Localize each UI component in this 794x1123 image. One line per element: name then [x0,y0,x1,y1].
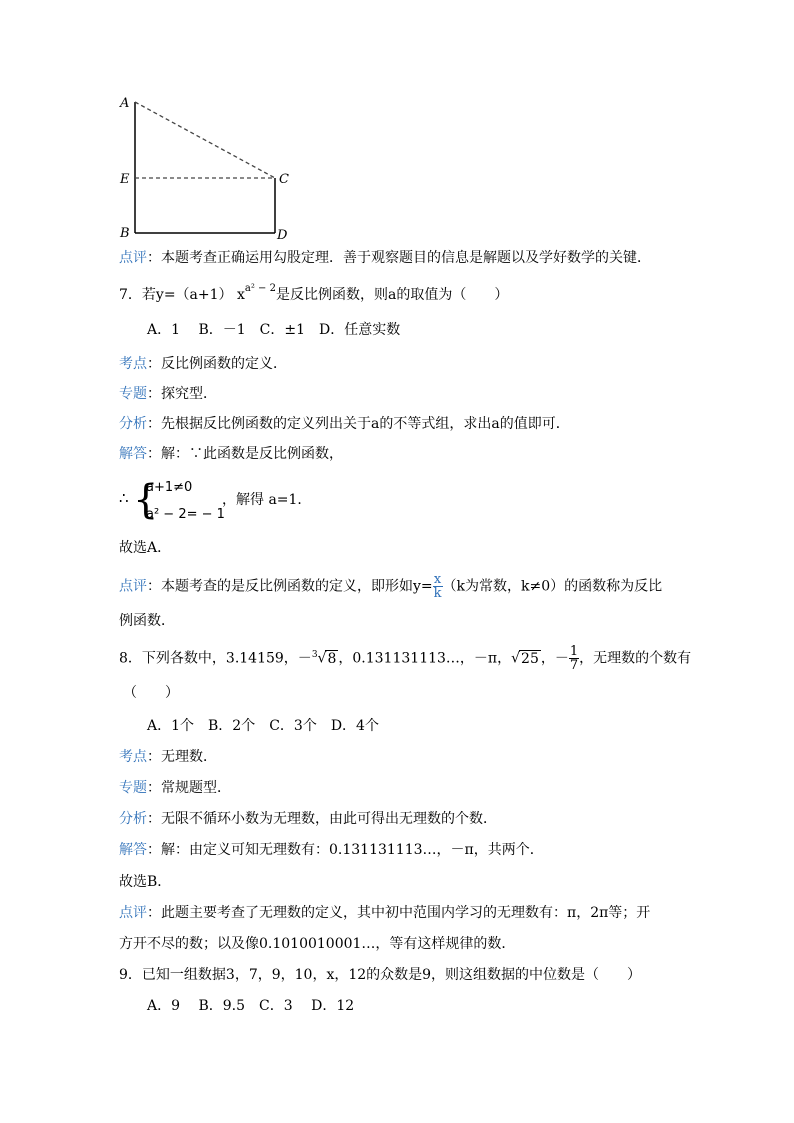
q8-point [119,747,217,767]
q7-stem-exponent: a² − 2 [244,283,276,294]
q8-stem-post: ，无理数的个数有 [579,650,692,667]
triangle-figure [112,92,302,246]
cbrt-body: 8 [327,650,337,667]
q7-comment [119,573,662,600]
q8-comment-text: ：此题主要考查了无理数的定义，其中初中范围内学习的无理数有：π，2π等；开 [147,905,651,921]
q8-options: A．1个 B．2个 C．3个 D．4个 [147,718,379,734]
q6-comment-text: ：本题考查正确运用勾股定理．善于观察题目的信息是解题以及学好数学的关键． [147,250,651,266]
q8-analysis [119,809,497,829]
q8-comment [119,903,650,923]
q8-stem-pre: 8．下列各数中，3.14159，－ [119,650,312,667]
label-answer: 解答 [119,842,147,858]
sqrt-body: 25 [521,650,539,667]
q7-point-text: ：反比例函数的定义． [147,356,287,372]
q8-analysis-text: ：无限不循环小数为无理数，由此可得出无理数的个数． [147,811,497,827]
label-d: D [277,228,288,242]
q7-stem-post: 是反比例函数，则a的取值为（ ） [275,287,509,303]
label-analysis: 分析 [119,811,147,827]
q8-comment-line2: 方开不尽的数；以及像0.1010010001…，等有这样规律的数． [119,936,516,952]
label-answer: 解答 [119,446,147,462]
label-a: A [120,96,130,111]
segment-ac [135,102,275,178]
q7-stem-pre: 7．若y=（a+1） x [119,287,245,303]
cbrt-index: 3 [311,649,318,660]
q8-topic [119,778,231,798]
q7-options: A．1 B．－1 C．±1 D．任意实数 [147,322,401,338]
q7-topic [119,384,217,404]
q8-stem-line2: （ ） [123,685,179,701]
q7-therefore: ∴ [119,489,129,507]
q7-comment-pre: ：本题考查的是反比例函数的定义，即形如y= [147,578,433,595]
q7-comment-post: （k为常数，k≠0）的函数称为反比 [442,578,663,595]
q8-stem-mid2: ，－ [540,650,569,667]
brace-icon: { [133,477,159,523]
q9-stem: 9．已知一组数据3，7，9，10，x，12的众数是9，则这组数据的中位数是（ ） [119,967,642,983]
q8-stem-mid: ，0.131131113…，－π， [338,650,512,667]
fraction-numerator: 1 [569,644,579,659]
q7-comment-fraction [433,573,443,600]
q7-analysis-text: ：先根据反比例函数的定义列出关于a的不等式组，求出a的值即可． [147,416,570,432]
q8-choice: 故选B． [119,874,172,890]
label-analysis: 分析 [119,416,147,432]
q9-options: A．9 B．9.5 C．3 D．12 [147,998,355,1014]
q7-answer-text: ：解：∵此函数是反比例函数， [147,446,343,462]
q8-point-text: ：无理数． [147,749,217,765]
q7-stem [119,285,508,307]
radical-icon: √ [511,650,521,667]
q8-fraction [569,645,579,672]
fraction-denominator: k [433,586,442,601]
q7-topic-text: ：探究型． [147,386,217,402]
q8-answer-text: ：解：由定义可知无理数有：0.131131113…，－π，共两个． [147,842,544,858]
radical-icon: √ [317,650,327,667]
label-c: C [279,172,289,187]
q7-analysis [119,414,570,434]
label-comment: 点评 [119,250,147,266]
q7-choice: 故选A． [119,540,172,556]
q8-topic-text: ：常规题型． [147,780,231,796]
label-topic: 专题 [119,780,147,796]
fraction-denominator: 7 [569,658,579,673]
q7-comment-line2: 例函数． [119,613,175,629]
label-b: B [120,226,130,241]
label-comment: 点评 [119,905,147,921]
figure-svg [112,92,302,242]
label-topic: 专题 [119,386,147,402]
label-point: 考点 [119,749,147,765]
fraction-numerator: x [433,572,442,587]
q7-sys-result: ，解得 a=1． [222,492,312,508]
q7-sys-line2: a² − 2= − 1 [146,507,225,522]
label-e: E [120,172,130,187]
label-point: 考点 [119,356,147,372]
q8-stem [119,645,691,674]
q7-answer [119,444,343,464]
label-comment: 点评 [119,578,147,595]
q8-answer [119,840,544,860]
q7-sys-line1: a+1≠0 [146,480,193,495]
q6-comment [119,248,651,268]
q7-point [119,354,287,374]
